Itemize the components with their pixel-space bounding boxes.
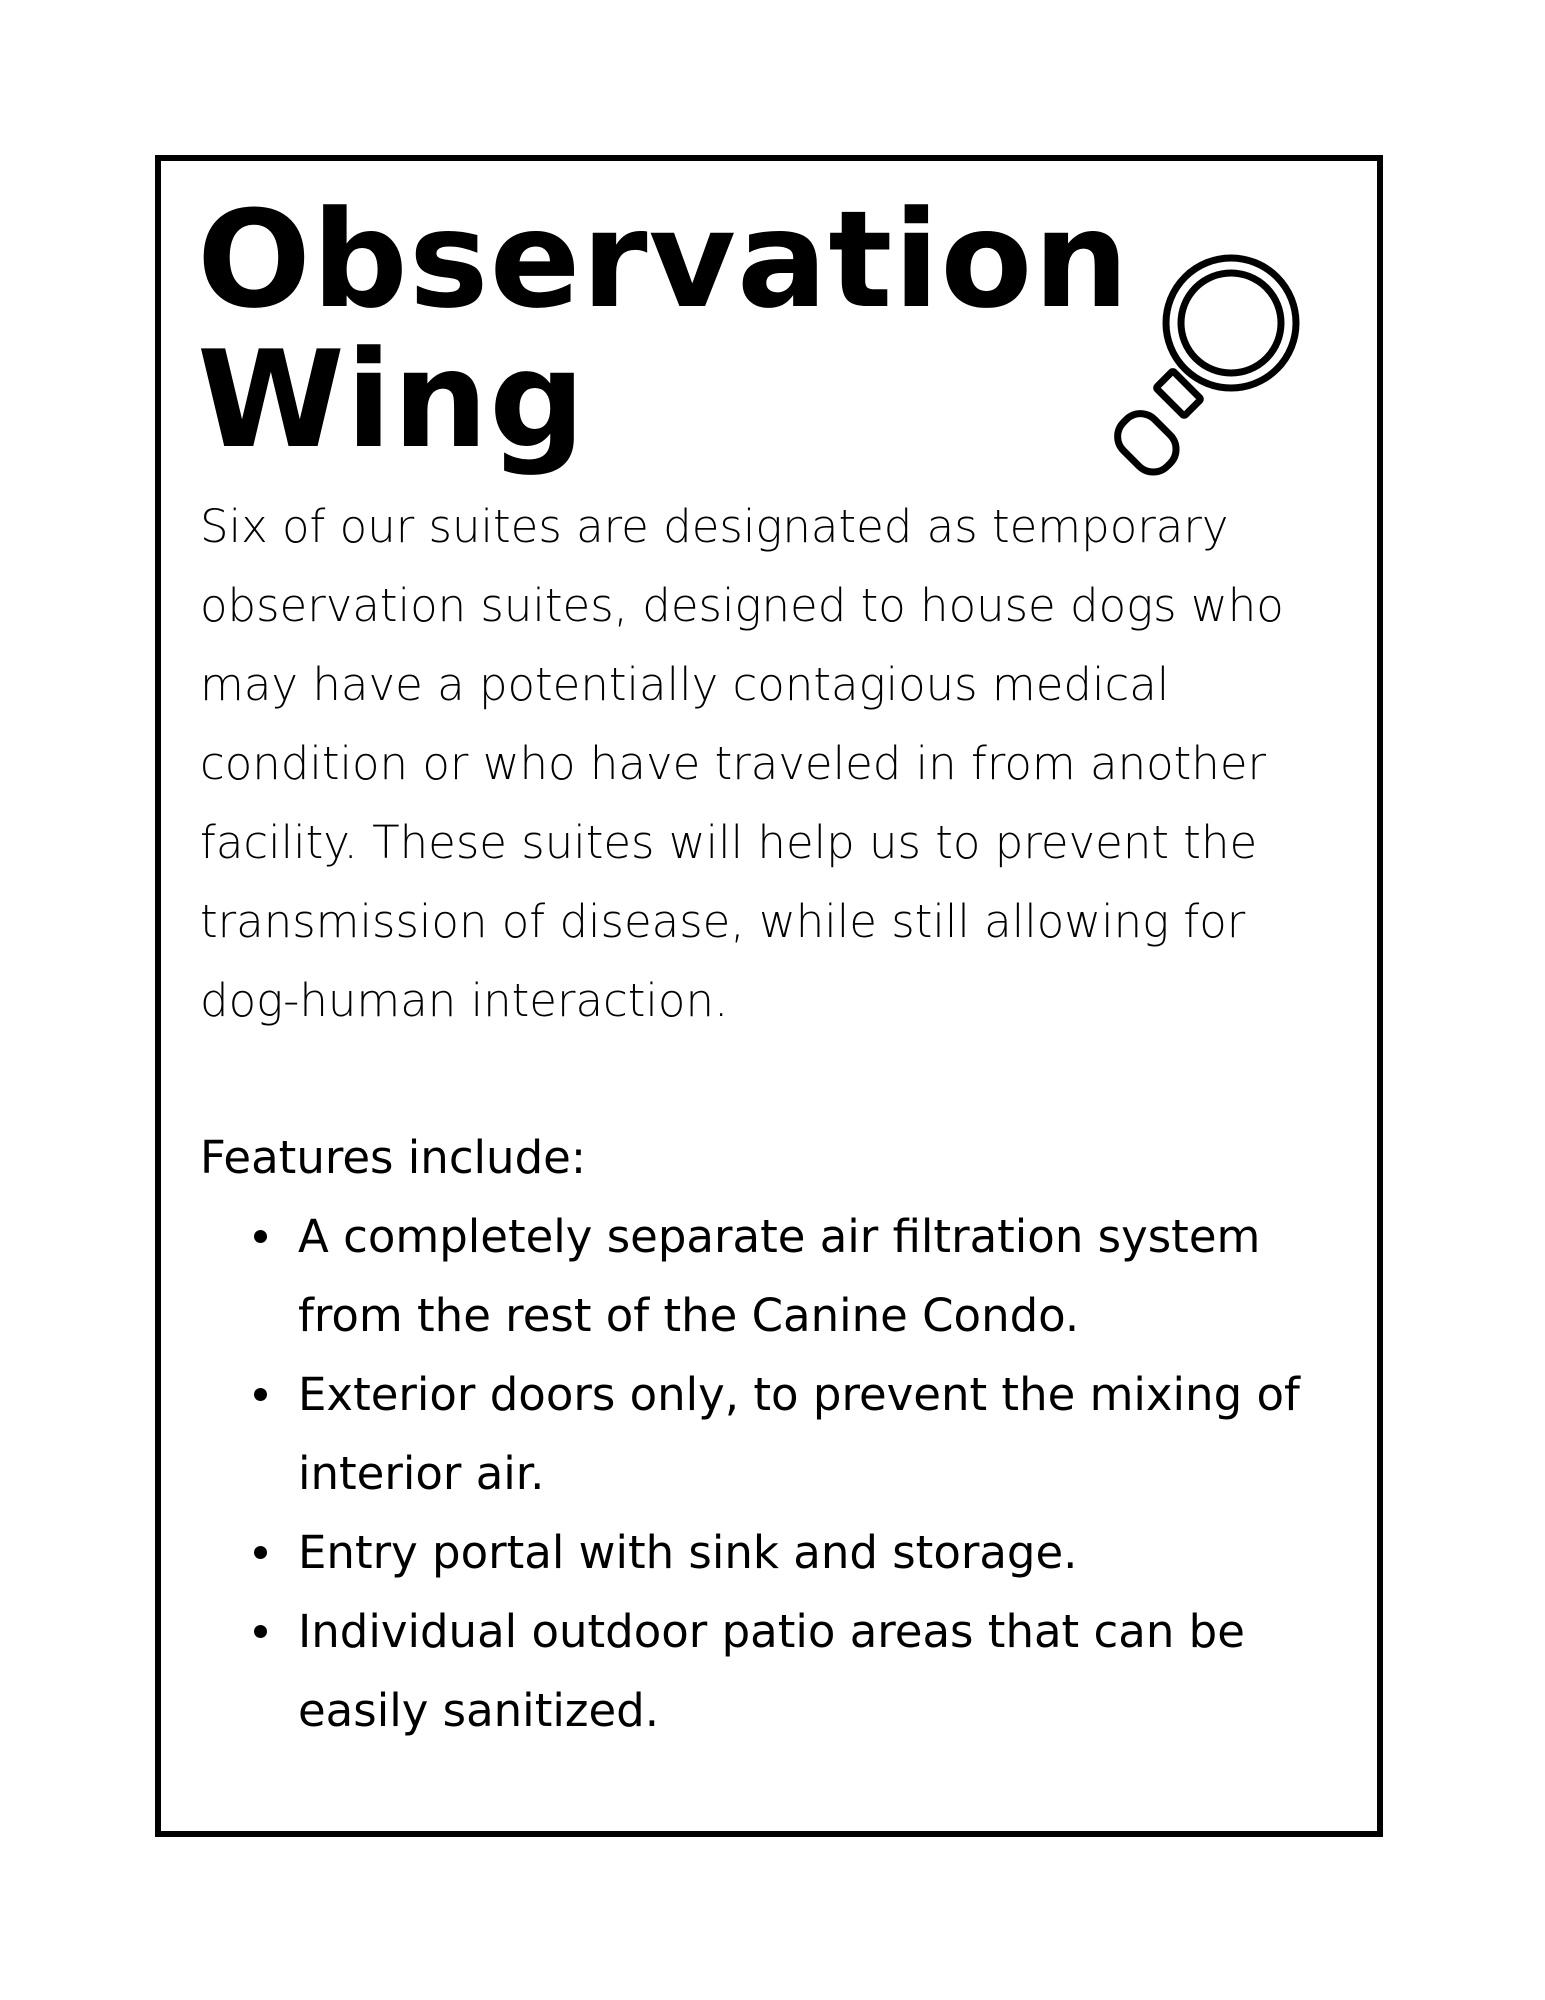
bullet-icon	[254, 1388, 267, 1401]
feature-text: Individual outdoor patio areas that can be easily sanitized.	[298, 1605, 1245, 1737]
feature-text: A completely separate air filtration system from the rest of the Canine Condo.	[298, 1210, 1261, 1342]
title-line-1: Observation	[197, 182, 1130, 338]
list-item	[240, 1355, 1350, 1513]
list-item	[240, 1513, 1350, 1592]
page-title	[197, 182, 1177, 478]
bullet-icon	[254, 1625, 267, 1638]
feature-text: Entry portal with sink and storage.	[298, 1526, 1078, 1579]
feature-list	[240, 1197, 1350, 1750]
intro-paragraph: Six of our suites are designated as temporary observation suites, designed to house dogs who may have a potentially contagious medical condition or who have traveled in from another facility. These suites will help us to prevent the transmission of disease, while still allowing for dog-human interaction.	[200, 500, 1284, 1027]
list-item	[240, 1197, 1350, 1355]
magnifying-glass-icon	[1060, 240, 1350, 500]
title-line-2: Wing	[197, 322, 587, 478]
bullet-icon	[254, 1230, 267, 1243]
features-label: Features include:	[200, 1131, 586, 1184]
list-item	[240, 1592, 1350, 1750]
bullet-icon	[254, 1546, 267, 1559]
feature-text: Exterior doors only, to prevent the mixing of interior air.	[298, 1368, 1300, 1500]
